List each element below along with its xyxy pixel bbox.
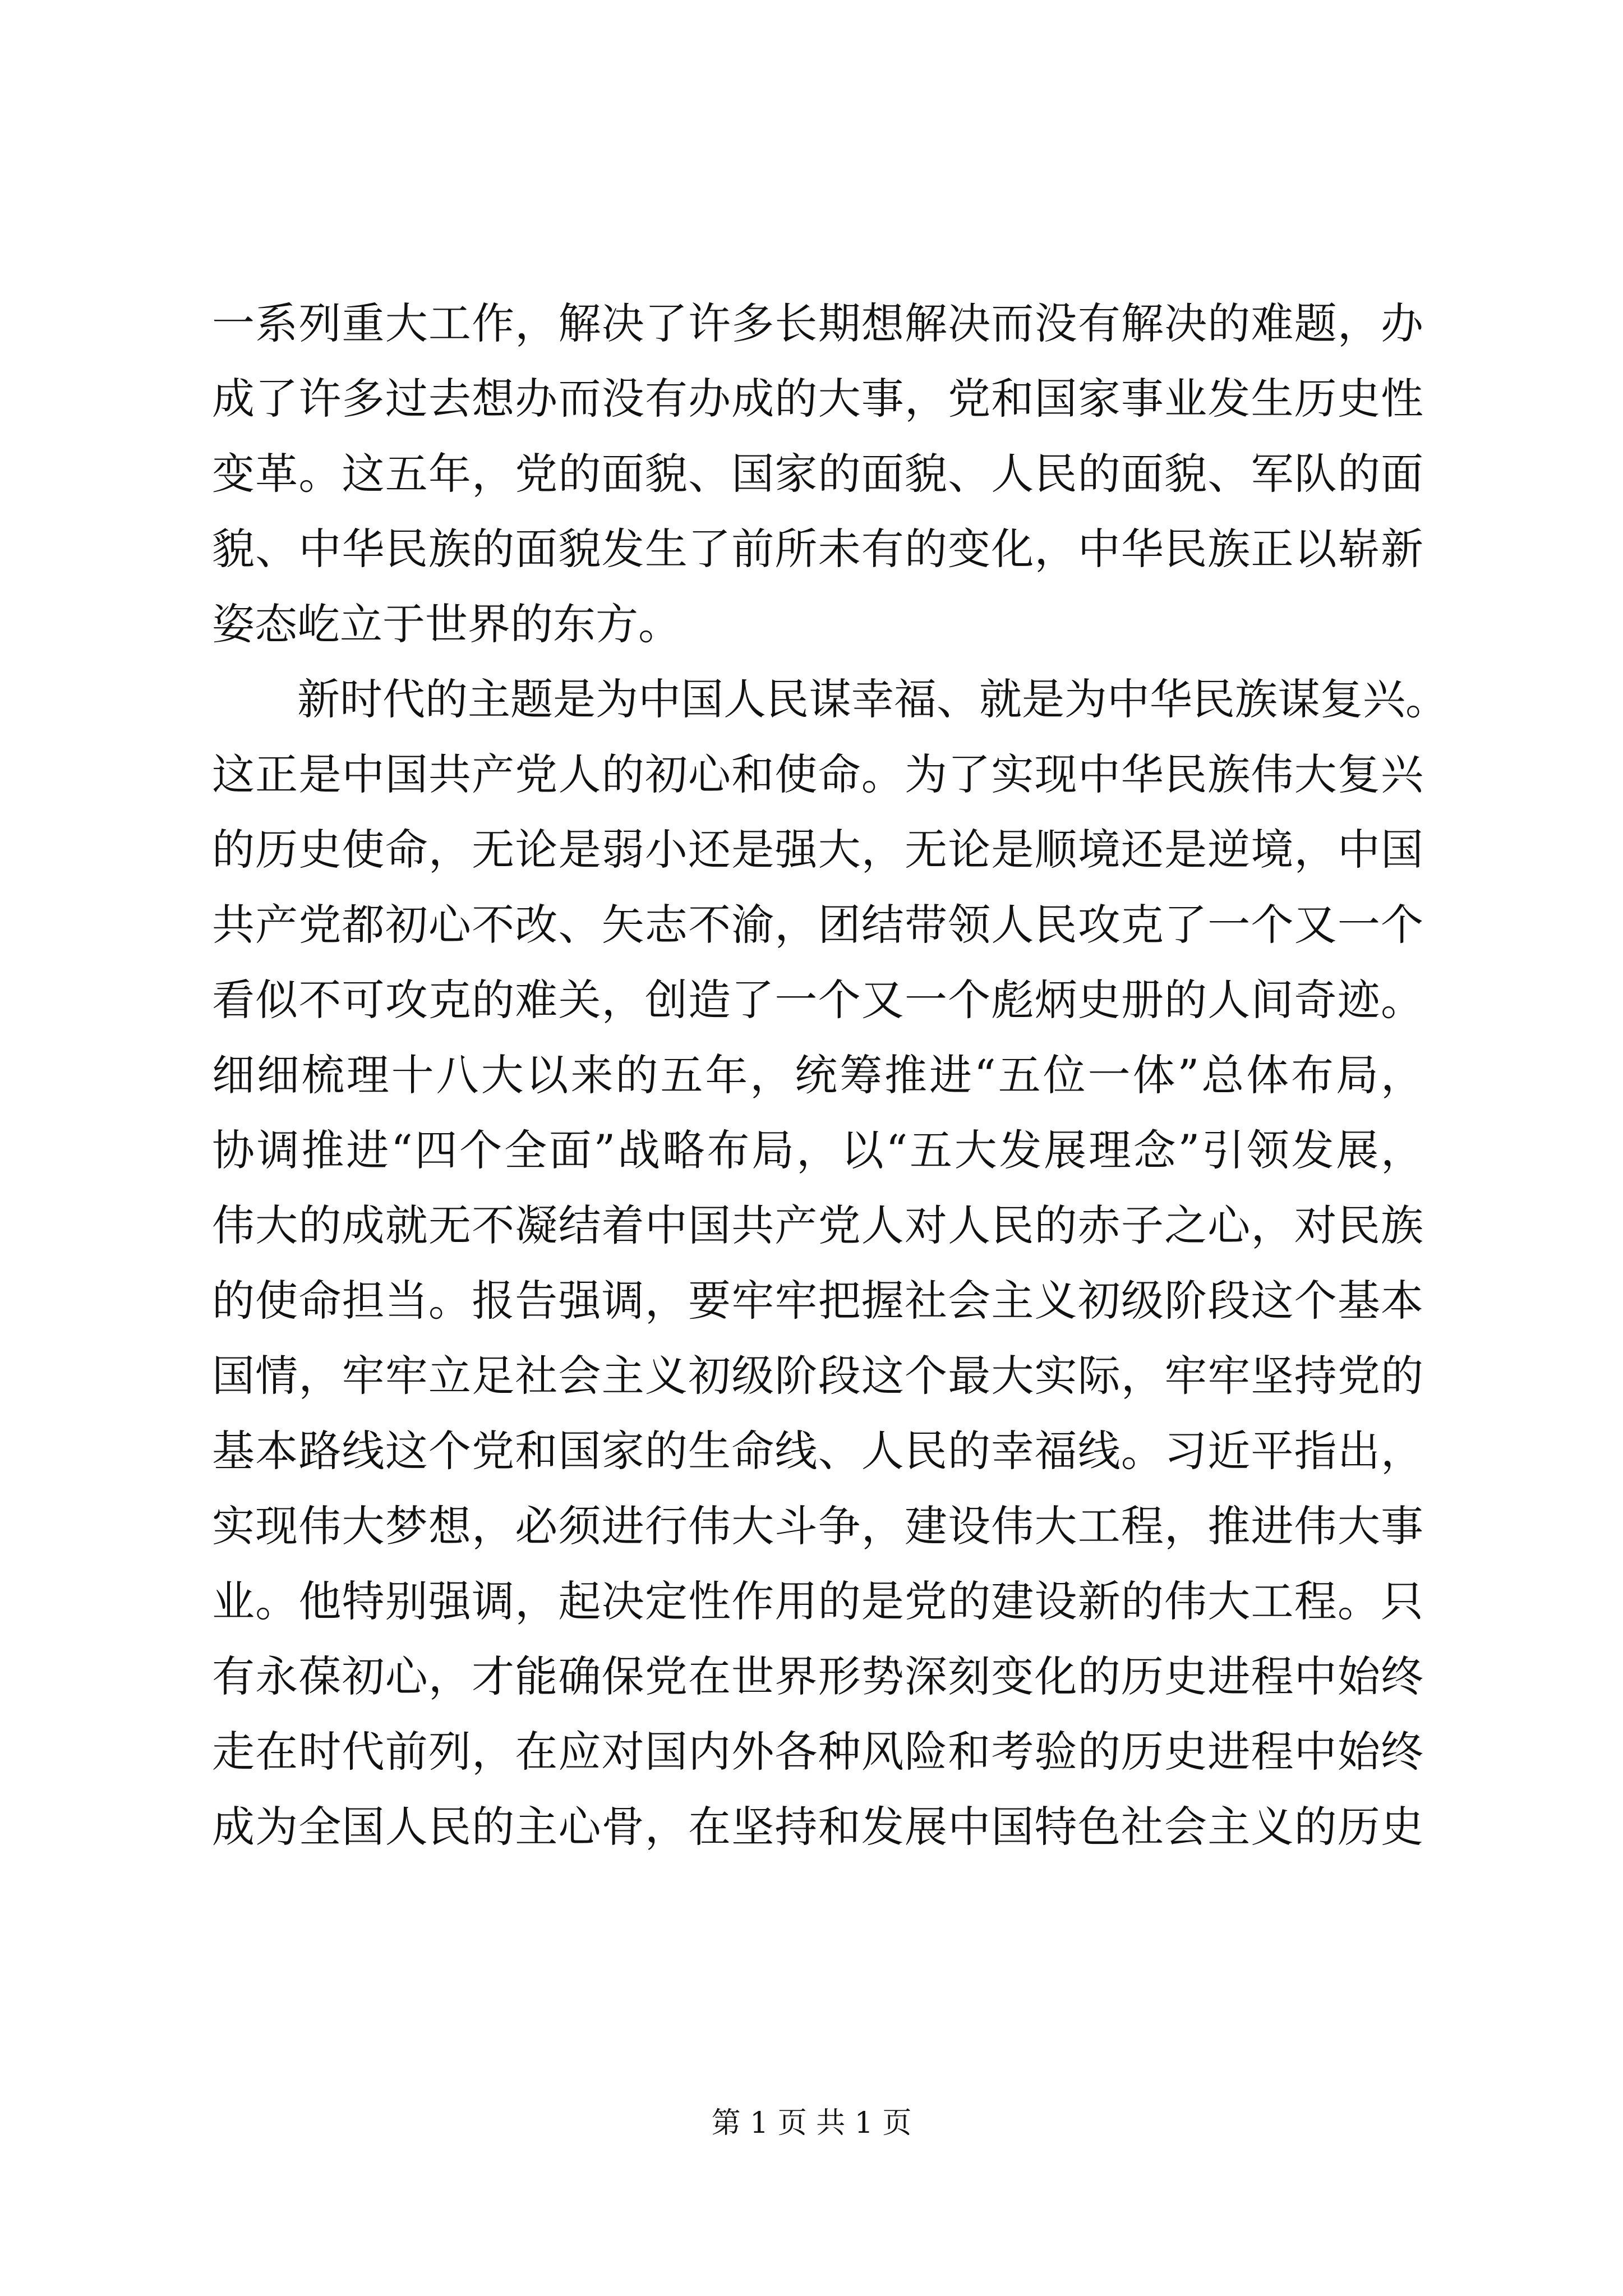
document-body <box>212 286 1448 1865</box>
text-line: 新时代的主题是为中国人民谋幸福、就是为中华民族谋复兴。 <box>297 674 1448 724</box>
text-line: 变革。这五年，党的面貌、国家的面貌、人民的面貌、军队的面 <box>212 449 1423 499</box>
text-line: 伟大的成就无不凝结着中国共产党人对人民的赤子之心，对民族 <box>212 1200 1423 1250</box>
text-line: 成了许多过去想办而没有办成的大事，党和国家事业发生历史性 <box>212 374 1423 424</box>
text-line: 基本路线这个党和国家的生命线、人民的幸福线。习近平指出， <box>212 1426 1423 1476</box>
paragraph-1 <box>212 286 1423 662</box>
text-line: 实现伟大梦想，必须进行伟大斗争，建设伟大工程，推进伟大事 <box>212 1501 1423 1551</box>
text-line: 走在时代前列，在应对国内外各种风险和考验的历史进程中始终 <box>212 1727 1423 1777</box>
text-line: 业。他特别强调，起决定性作用的是党的建设新的伟大工程。只 <box>212 1576 1423 1626</box>
text-line: 的历史使命，无论是弱小还是强大，无论是顺境还是逆境，中国 <box>212 825 1423 875</box>
text-line: 姿态屹立于世界的东方。 <box>212 599 681 649</box>
text-line: 有永葆初心，才能确保党在世界形势深刻变化的历史进程中始终 <box>212 1651 1423 1701</box>
text-line: 共产党都初心不改、矢志不渝，团结带领人民攻克了一个又一个 <box>212 900 1423 950</box>
text-line: 的使命担当。报告强调，要牢牢把握社会主义初级阶段这个基本 <box>212 1276 1423 1326</box>
text-line: 这正是中国共产党人的初心和使命。为了实现中华民族伟大复兴 <box>212 749 1423 799</box>
text-line: 协调推进“四个全面”战略布局，以“五大发展理念”引领发展， <box>212 1125 1423 1175</box>
text-line: 一系列重大工作，解决了许多长期想解决而没有解决的难题，办 <box>212 298 1423 348</box>
text-line: 细细梳理十八大以来的五年，统筹推进“五位一体”总体布局， <box>212 1050 1423 1100</box>
page-number-footer: 第 1 页 共 1 页 <box>711 2106 912 2140</box>
text-line: 成为全国人民的主心骨，在坚持和发展中国特色社会主义的历史 <box>212 1802 1423 1852</box>
paragraph-2 <box>212 662 1448 1865</box>
text-line: 看似不可攻克的难关，创造了一个又一个彪炳史册的人间奇迹。 <box>212 975 1423 1025</box>
text-line: 貌、中华民族的面貌发生了前所未有的变化，中华民族正以崭新 <box>212 524 1423 574</box>
text-line: 国情，牢牢立足社会主义初级阶段这个最大实际，牢牢坚持党的 <box>212 1351 1423 1401</box>
